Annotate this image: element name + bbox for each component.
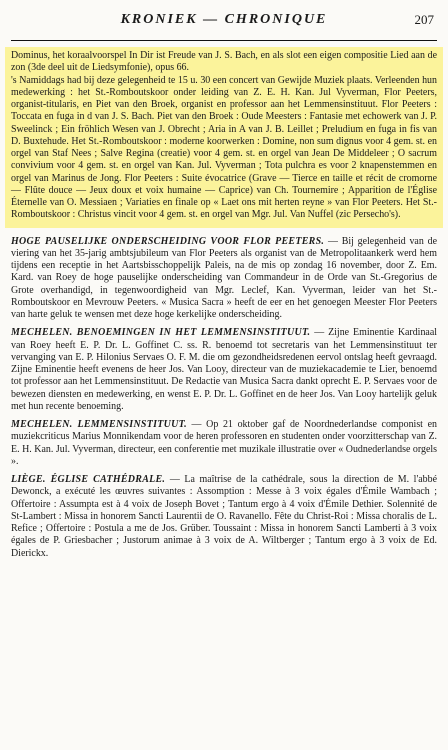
highlighted-passage [5, 47, 443, 228]
news-text: — Zijne Eminentie Kardinaal van Roey heeft E. P. Dr. L. Goffinet C. ss. R. benoemd tot secretaris van het Lemmensinstituut ter vervanging van E. P. Hilonius Servaes O. F. M. die om gezondheidsredenen eervol ontslag heeft gevraagd. Zijne Eminentie heeft evenens de heer Jos. Van Looy, directeur van de muziekacademie te Lier, benoemd tot professor aan het Lemmensinstituut. De Redactie van Musica Sacra dankt oprecht E. P. Servaes voor de bewezen diensten en medewerking, en wenst E. P. Dr. L. Goffinet en de heer Jos. Van Looy hartelijk geluk met hun recente benoeming. [11, 327, 437, 412]
highlighted-paragraph-1: Dominus, het koraalvoorspel In Dir ist Freude van J. S. Bach, en als slot een eigen compositie Lied aan de zon (3de deel uit de Liedsymfonie), opus 66. [11, 50, 437, 74]
news-paragraph [11, 474, 437, 560]
highlighted-paragraph-2: 's Namiddags had bij deze gelegenheid te 15 u. 30 een concert van Gewijde Muziek plaats. Verleenden hun medewerking : het St.-Romboutskoor onder leiding van Z. E. H. Kan. Jul Vyverman, Flor Peeters, organist-titularis, en Piet van den Broek, organist en professor aan het Lemmensinstituut. Flor Peeters : Toccata en fuga in d van J. S. Bach. Piet van den Broek : Oude Meesters : Fantasie met echowerk van J. P. Sweelinck ; Ein fröhlich Wesen van J. Obrecht ; Aria in A van J. B. Leillet ; Preludium en fuga in fis van D. Buxtehude. Het St.-Romboutskoor : moderne koorwerken : Domine, non sum dignus voor 4 gem. st. en orgel van Staf Nees ; Salve Regina (creatie) voor 4 gem. st. en orgel van Jean De Middeleer ; O sacrum convivium voor 4 gem. st. en orgel van Kan. Jul. Vyverman ; Tota pulchra es voor 2 knapenstemmen en orgel van Marinus de Jong. Flor Peeters : Suite évocatrice (Grave — Tierce en taille et récit de cromorne — Flûte douce — Jeux doux et voix humaine — Caprice) van Ch. Tournemire ; Apparition de l'Église Éternelle van O. Messiaen ; Variaties en finale op « Laet ons mit herten reyne » van Flor Peeters. Het St.-Romboutskoor : Christus vincit voor 4 gem. st. en orgel van Mgr. Jul. Van Nuffel (zic Persecho's). [11, 74, 437, 221]
header-title: KRONIEK — CHRONIQUE [120, 12, 328, 27]
news-item [11, 474, 437, 560]
news-heading: MECHELEN. BENOEMINGEN IN HET LEMMENSINSTITUUT. [11, 327, 311, 339]
news-item [11, 236, 437, 322]
news-paragraph [11, 419, 437, 468]
news-paragraph [11, 327, 437, 413]
news-text: — Op 21 oktober gaf de Noordnederlandse componist en muziekcriticus Marius Monnikendam voor de heren professoren en studenten onder voorzitterschap van Z. E. H. Kan. Jul. Vyverman, directeur, een conferentie met muzikale illustratie over « Oudnederlandse orgels ». [11, 419, 437, 467]
news-heading: LIÈGE. ÉGLISE CATHÉDRALE. [11, 474, 166, 485]
page-number: 207 [414, 12, 434, 27]
news-text: — La maîtrise de la cathédrale, sous la direction de M. l'abbé Dewonck, a exécuté les œuvres suivantes : Assomption : Messe à 3 voix égales d'Émile Wambach ; Offertoire : Assumpta est à 4 voix de Joseph Bovet ; Tantum ergo à 4 voix d'Émile Dethier. Solennité de St-Lambert : Missa in honorem Sancti Laurentii de O. Ravanello. Fête du Christ-Roi : Missa choralis de L. Refice ; Offertoire : Postula a me de Jos. Grüber. Toussaint : Missa in honorem Sancti Lamberti à 3 voix égales de P. Griesbacher ; Justorum animae à 3 voix de A. Wiltberger ; Tantum ergo à 3 voix de Ed. Dierickx. [11, 474, 437, 559]
news-heading: HOGE PAUSELIJKE ONDERSCHEIDING VOOR FLOR PEETERS. [11, 235, 325, 247]
news-item [11, 419, 437, 468]
news-heading: MECHELEN. LEMMENSINSTITUUT. [11, 419, 187, 430]
header-rule [11, 40, 437, 41]
news-item [11, 327, 437, 413]
news-paragraph [11, 236, 437, 322]
running-header [11, 0, 437, 40]
news-text: — Bij gelegenheid van de viering van het 35-jarig ambtsjubileum van Flor Peeters als organist van de Metropolitaankerk werd hem tijdens een receptie in het Aartsbisschoppelijk Paleis, na de mis op zondag 16 november, door Z. Em. Kard. van Roey de hoge pauselijke onderscheiding van Commandeur in de Orde van St.-Gregorius de Grote overhandigd, in tegenwoordigheid van Mgr. Leclef, Kan. Vyverman, leider van het St.-Romboutskoor en Mevrouw Peeters. « Musica Sacra » heeft de eer en het genoegen Meester Flor Peeters van harte geluk te wensen met deze hoge kerkelijke onderscheiding. [11, 235, 437, 320]
